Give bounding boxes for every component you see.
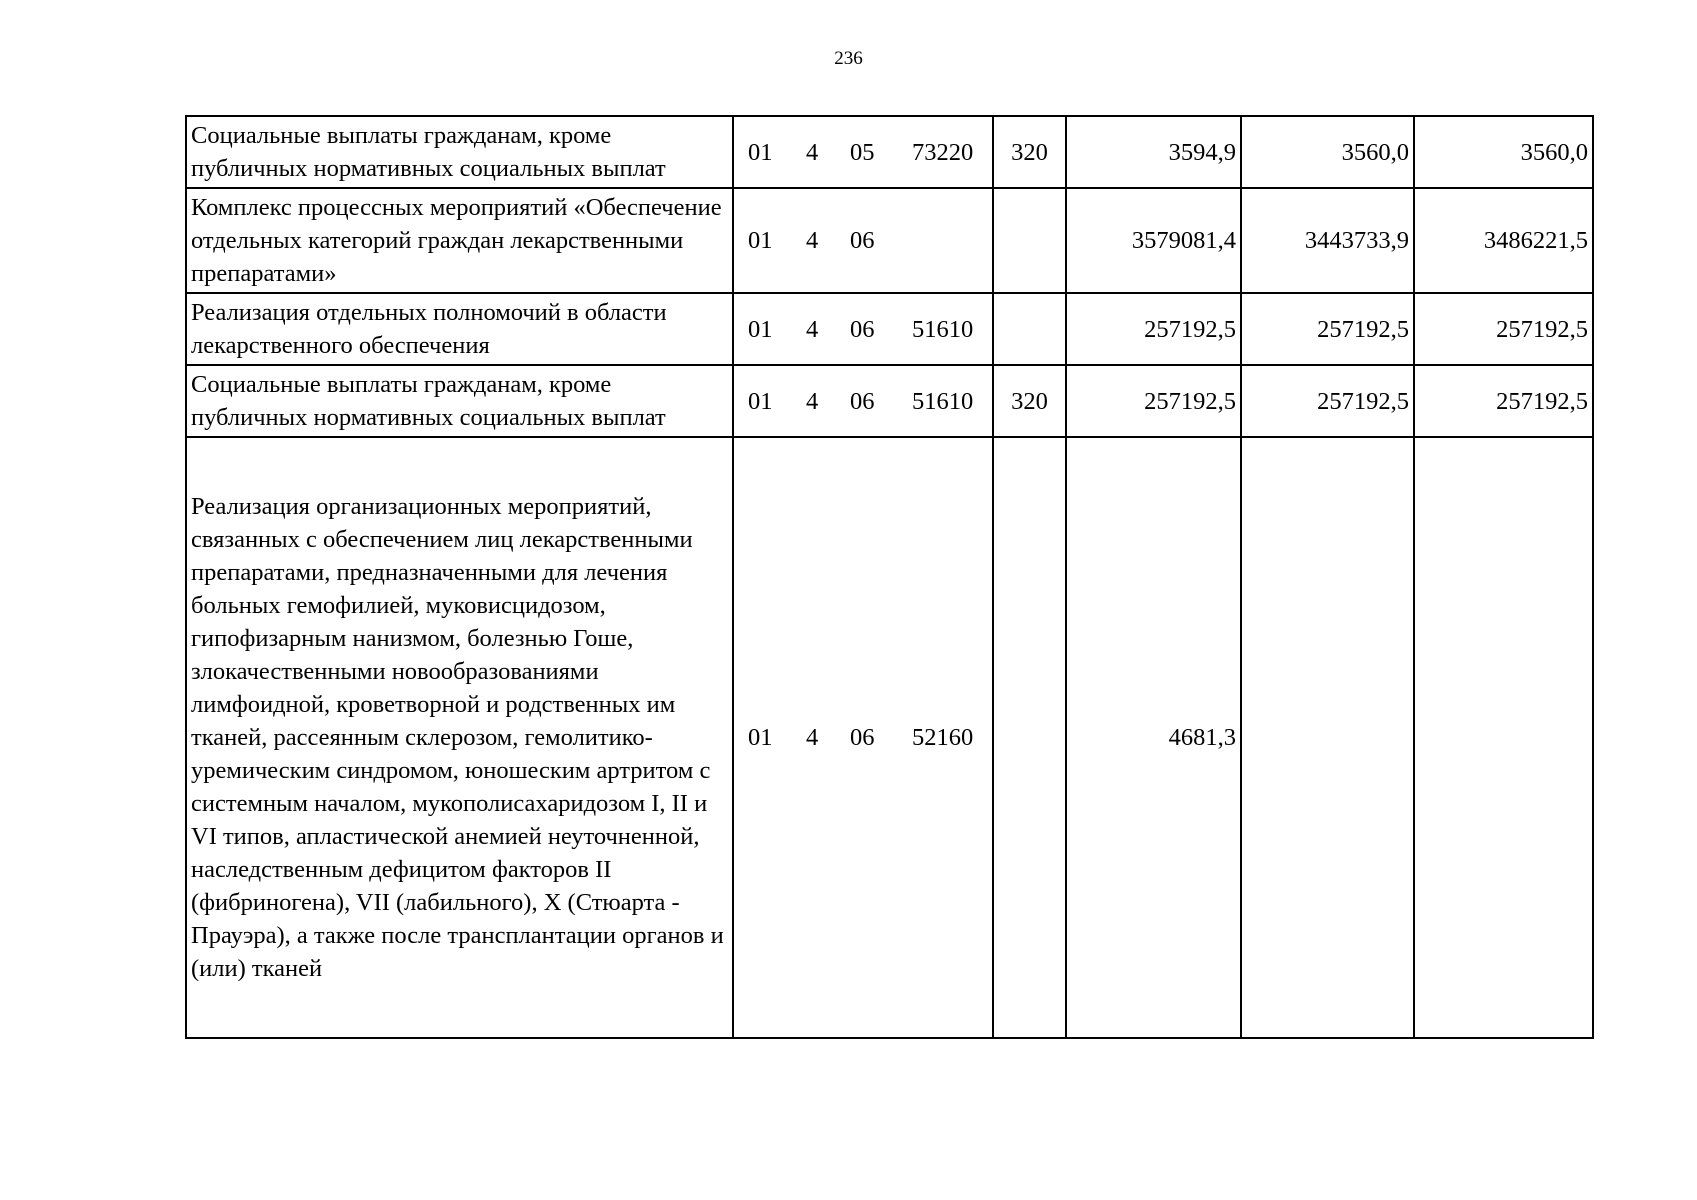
table-row bbox=[186, 293, 1593, 365]
row-amount-year-3: 3560,0 bbox=[1414, 116, 1593, 188]
code-subprogram: 4 bbox=[806, 387, 819, 415]
row-name-cell: Социальные выплаты гражданам, кроме публичных нормативных социальных выплат bbox=[186, 365, 733, 437]
table-row bbox=[186, 188, 1593, 293]
row-amount-year-2: 3443733,9 bbox=[1241, 188, 1414, 293]
code-subprogram: 4 bbox=[806, 138, 819, 166]
row-amount-year-1: 3594,9 bbox=[1066, 116, 1241, 188]
page-number: 236 bbox=[834, 48, 863, 69]
row-amount-year-3: 3486221,5 bbox=[1414, 188, 1593, 293]
row-amount-year-1: 257192,5 bbox=[1066, 365, 1241, 437]
table-row bbox=[186, 437, 1593, 1038]
code-program: 01 bbox=[748, 138, 773, 166]
row-expense-type-cell bbox=[993, 437, 1066, 1038]
row-expense-type-cell bbox=[993, 293, 1066, 365]
row-amount-year-2: 3560,0 bbox=[1241, 116, 1414, 188]
code-program: 01 bbox=[748, 227, 773, 254]
row-amount-year-2: 257192,5 bbox=[1241, 293, 1414, 365]
code-direction: 51610 bbox=[912, 315, 974, 343]
row-amount-year-3: 257192,5 bbox=[1414, 293, 1593, 365]
code-direction: 52160 bbox=[912, 724, 974, 751]
row-name-cell: Реализация организационных мероприятий, связанных с обеспечением лиц лекарственными препаратами, предназначенными для лечения больных гемофилией, муковисцидозом, гипофизарным нанизмом, болезнью Гоше, злокачественными новообразованиями лимфоидной, кроветворной и родственных им тканей, рассеянным склерозом, гемолитико-уремическим синдромом, юношеским артритом с системным началом, мукополисахаридозом I, II и VI типов, апластической анемией неуточненной, наследственным дефицитом факторов II (фибриногена), VII (лабильного), X (Стюарта - Прауэра), а также после трансплантации органов и (или) тканей bbox=[186, 437, 733, 1038]
row-expense-type-cell: 320 bbox=[993, 365, 1066, 437]
row-amount-year-2: 257192,5 bbox=[1241, 365, 1414, 437]
row-amount-year-1: 3579081,4 bbox=[1066, 188, 1241, 293]
code-program: 01 bbox=[748, 315, 773, 343]
code-program: 01 bbox=[748, 724, 773, 751]
code-direction: 73220 bbox=[912, 138, 974, 166]
code-subprogram: 4 bbox=[806, 227, 819, 254]
code-event: 06 bbox=[850, 227, 875, 254]
code-event: 06 bbox=[850, 387, 875, 415]
row-amount-year-2 bbox=[1241, 437, 1414, 1038]
row-code-cell bbox=[733, 293, 993, 365]
row-code-cell bbox=[733, 188, 993, 293]
code-event: 06 bbox=[850, 724, 875, 751]
row-amount-year-1: 4681,3 bbox=[1066, 437, 1241, 1038]
row-amount-year-3 bbox=[1414, 437, 1593, 1038]
table-row bbox=[186, 116, 1593, 188]
row-code-cell bbox=[733, 365, 993, 437]
code-subprogram: 4 bbox=[806, 315, 819, 343]
code-subprogram: 4 bbox=[806, 724, 819, 751]
row-code-cell bbox=[733, 437, 993, 1038]
row-amount-year-1: 257192,5 bbox=[1066, 293, 1241, 365]
row-code-cell bbox=[733, 116, 993, 188]
row-amount-year-3: 257192,5 bbox=[1414, 365, 1593, 437]
table-row bbox=[186, 365, 1593, 437]
code-direction: 51610 bbox=[912, 387, 974, 415]
row-name-cell: Социальные выплаты гражданам, кроме публичных нормативных социальных выплат bbox=[186, 116, 733, 188]
row-name-cell: Реализация отдельных полномочий в области лекарственного обеспечения bbox=[186, 293, 733, 365]
row-name-cell: Комплекс процессных мероприятий «Обеспечение отдельных категорий граждан лекарственными препаратами» bbox=[186, 188, 733, 293]
code-event: 06 bbox=[850, 315, 875, 343]
row-expense-type-cell: 320 bbox=[993, 116, 1066, 188]
code-program: 01 bbox=[748, 387, 773, 415]
budget-table bbox=[185, 115, 1594, 1039]
row-expense-type-cell bbox=[993, 188, 1066, 293]
code-event: 05 bbox=[850, 138, 875, 166]
